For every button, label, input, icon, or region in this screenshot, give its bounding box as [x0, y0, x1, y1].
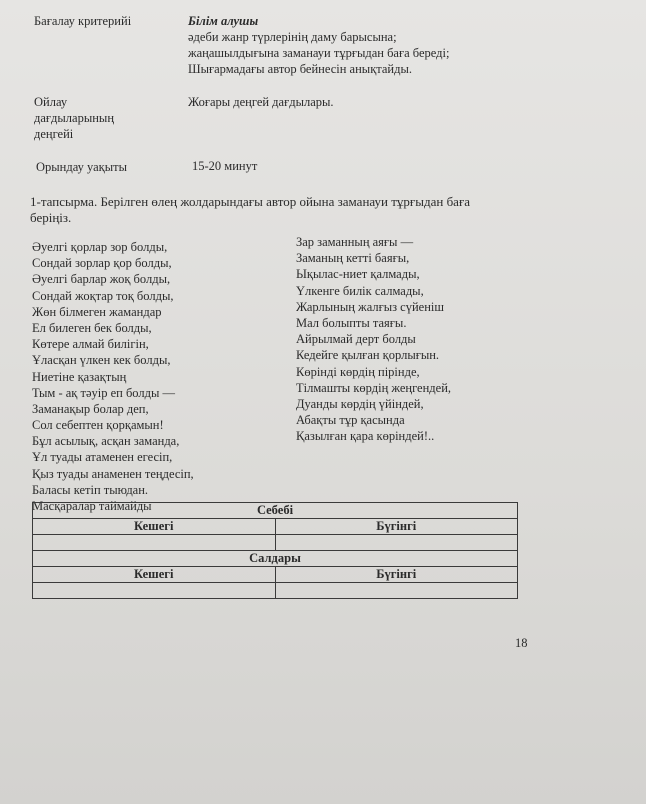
- poem-line: Бұл асылық, асқан заманда,: [32, 434, 180, 449]
- answer-cell[interactable]: [275, 583, 518, 599]
- poem-line: Жарлының жалғыз сүйеніш: [296, 299, 445, 314]
- poem-line: Абақты тұр қасында: [296, 413, 405, 428]
- reason-header: Себебі: [33, 503, 518, 519]
- poem-line: Тілмашты көрдің жеңгендей,: [296, 380, 452, 395]
- poem-line: Заманақыр болар деп,: [32, 401, 149, 416]
- poem-line: Жөн білмеген жамандар: [32, 304, 162, 319]
- poem-line: Сондай зорлар қор болды,: [32, 256, 172, 271]
- page-number: 18: [515, 636, 528, 650]
- col-today-header: Бүгінгі: [275, 567, 518, 583]
- col-past-header: Кешегі: [33, 567, 276, 583]
- table-row: [33, 535, 518, 551]
- table-row: [33, 503, 518, 519]
- learner-heading: Білім алушы: [188, 14, 259, 28]
- criteria-label: Бағалау критерийі: [34, 14, 132, 28]
- poem-line: Қазылған қара көріндей!..: [296, 429, 435, 444]
- poem-line: Ықылас-ниет қалмады,: [296, 267, 420, 282]
- poem-line: Әуелгі барлар жоқ болды,: [32, 272, 171, 287]
- duration-label: Орындау уақыты: [36, 160, 127, 174]
- poem-line: Ниетіне қазақтың: [32, 369, 127, 384]
- thinking-label-line: Ойлау: [34, 95, 68, 109]
- poem-line: Ұл туады атаменен егесіп,: [32, 450, 173, 465]
- poem-line: Сондай жоқтар тоқ болды,: [32, 288, 174, 303]
- poem-line: Масқаралар таймайды: [32, 499, 152, 513]
- thinking-label-line: деңгейі: [34, 127, 74, 141]
- table-row: [33, 519, 518, 535]
- criteria-line: Шығармадағы автор бейнесін анықтайды.: [188, 62, 412, 76]
- poem-line: Әуелгі қорлар зор болды,: [32, 240, 168, 254]
- duration-value: 15-20 минут: [192, 159, 258, 173]
- poem-line: Айрылмай дерт болды: [296, 332, 416, 347]
- poem-line: Көтере алмай билігін,: [32, 337, 149, 352]
- task-text: [30, 194, 470, 226]
- consequence-header: Салдары: [33, 551, 518, 567]
- task-line: беріңіз.: [30, 210, 72, 225]
- poem-line: Қыз туады анаменен теңдесіп,: [32, 466, 194, 481]
- poem-right-column: [296, 235, 451, 445]
- poem-line: Сол себептен қорқамын!: [32, 418, 164, 433]
- poem-line: Мал болыпты таяғы.: [296, 315, 407, 330]
- answer-table: [32, 502, 518, 599]
- answer-cell[interactable]: [33, 535, 276, 551]
- col-past-header: Кешегі: [33, 519, 276, 535]
- answer-cell[interactable]: [275, 535, 518, 551]
- thinking-label: [34, 94, 114, 142]
- poem-line: Көрінді көрдің пірінде,: [296, 364, 420, 379]
- poem-line: Ұласқан үлкен кек болды,: [32, 353, 171, 368]
- thinking-label-line: дағдыларының: [34, 111, 115, 125]
- poem-line: Зар заманның аяғы —: [296, 235, 414, 249]
- poem-line: Баласы кетіп тыюдан.: [32, 482, 149, 497]
- criteria-lines: [188, 29, 449, 77]
- criteria-line: әдеби жанр түрлерінің даму барысына;: [188, 30, 397, 44]
- poem-line: Дуанды көрдің үйіндей,: [296, 396, 424, 411]
- table-row: [33, 583, 518, 599]
- table-row: [33, 551, 518, 567]
- table-row: [33, 567, 518, 583]
- thinking-value: Жоғары деңгей дағдылары.: [188, 95, 334, 109]
- poem-line: Тым - ақ тәуір еп болды —: [32, 385, 176, 400]
- poem-line: Заманың кетті баяғы,: [296, 251, 410, 266]
- poem-line: Кедейге қылған қорлығын.: [296, 348, 440, 363]
- poem-line: Ел билеген бек болды,: [32, 320, 152, 335]
- poem-left-column: [32, 240, 194, 515]
- criteria-line: жаңашылдығына заманауи тұрғыдан баға береді;: [188, 46, 450, 60]
- answer-cell[interactable]: [33, 583, 276, 599]
- poem-line: Үлкенге билік салмады,: [296, 283, 424, 298]
- task-line: 1-тапсырма. Берілген өлең жолдарындағы автор ойына заманауи тұрғыдан баға: [30, 194, 471, 209]
- col-today-header: Бүгінгі: [275, 519, 518, 535]
